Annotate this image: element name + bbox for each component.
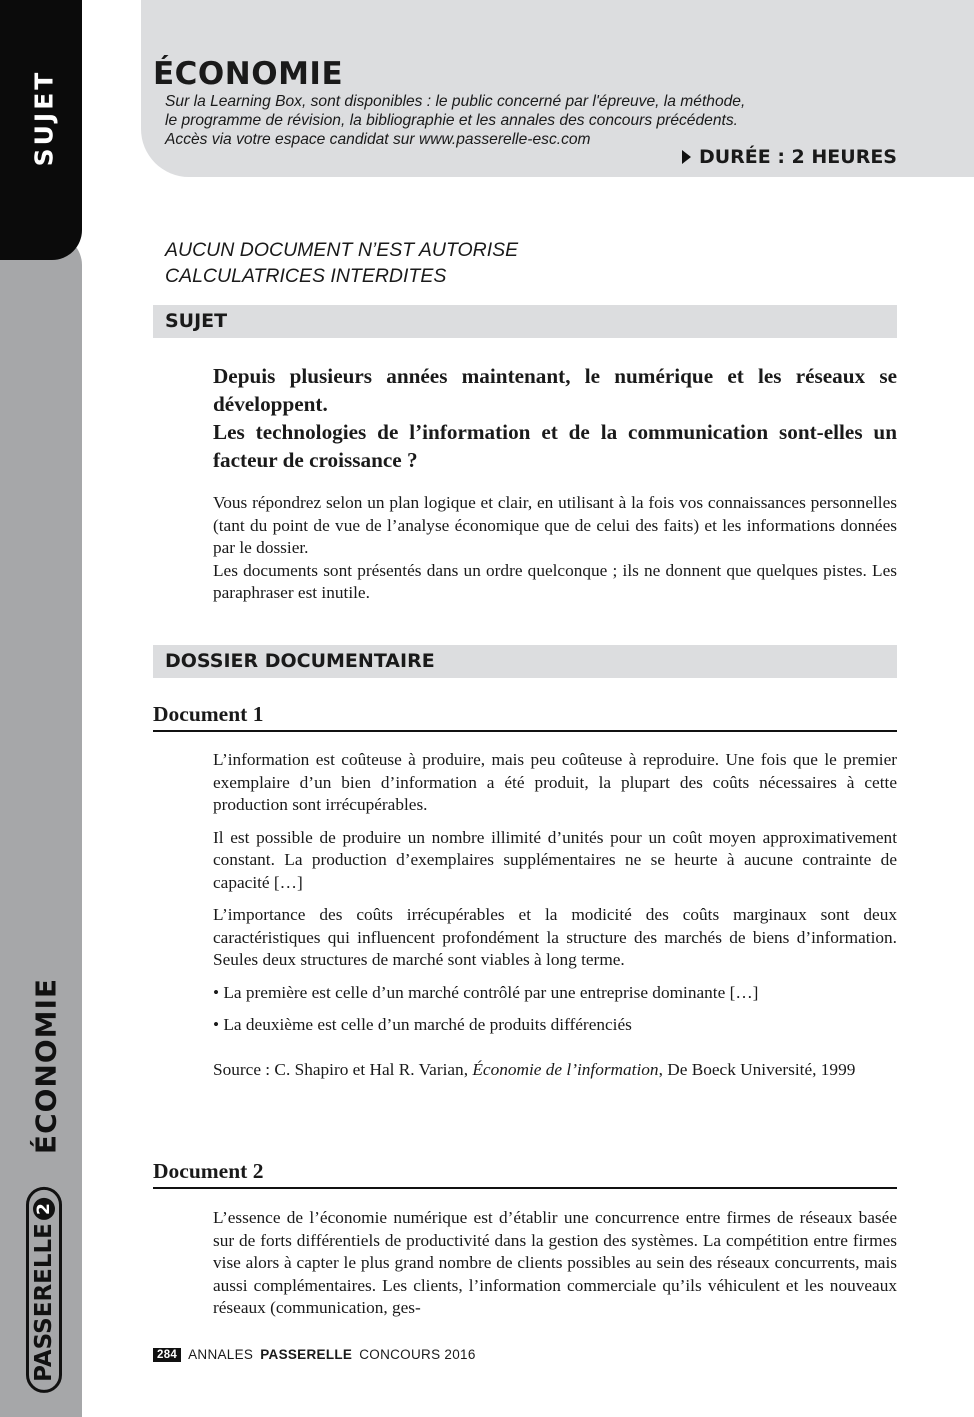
footer-text-annales: ANNALES <box>188 1347 254 1362</box>
page-title: ÉCONOMIE <box>153 56 344 92</box>
question-line: Les technologies de l’information et de la communication sont-elles un facteur de croissance ? <box>213 420 897 472</box>
duration-text: DURÉE : 2 HEURES <box>698 146 897 168</box>
exam-question <box>213 362 897 474</box>
source-suffix: , De Boeck Université, 1999 <box>658 1059 856 1079</box>
sujet-section-heading <box>153 305 897 338</box>
sidebar-sujet-label: SUJET <box>29 69 59 167</box>
instruction-paragraph: Les documents sont présentés dans un ordre quelconque ; ils ne donnent que quelques pistes. Les paraphraser est inutile. <box>213 560 897 602</box>
footer-text-concours: CONCOURS 2016 <box>359 1347 476 1362</box>
passerelle-logo <box>26 1187 62 1393</box>
duration-label <box>682 146 897 168</box>
triangle-right-icon <box>682 150 691 164</box>
dossier-section-heading <box>153 645 897 678</box>
exam-notice <box>165 237 518 289</box>
notice-line: CALCULATRICES INTERDITES <box>165 265 447 287</box>
sidebar-economie-label: ÉCONOMIE <box>29 977 63 1155</box>
footer-text-passerelle: PASSERELLE <box>260 1347 353 1362</box>
document-1-body <box>213 749 897 1091</box>
intro-line: le programme de révision, la bibliographie et les annales des concours précédents. <box>165 112 738 129</box>
notice-line: AUCUN DOCUMENT N’EST AUTORISE <box>165 239 519 261</box>
page-number: 284 <box>153 1348 181 1362</box>
doc1-source <box>213 1059 897 1082</box>
instruction-paragraph: Vous répondrez selon un plan logique et clair, en utilisant à la fois vos connaissances personnelles (tant du point de vue de l’analyse économique que de celui des faits) et les informations données par le dossier. <box>213 493 897 557</box>
doc2-paragraph: L’essence de l’économie numérique est d’établir une concurrence entre firmes de réseaux basée sur de forts différentiels de productivité dans la gestion des systèmes. La compétition entre firmes vise alors à capter le plus grand nombre de clients possibles au sein des réseaux concurrents, mais aussi complémentaires. Les clients, l’information commerciale qu’ils véhiculent et les nouveaux réseaux (communication, ges- <box>213 1208 897 1317</box>
doc1-paragraph: L’importance des coûts irrécupérables et la modicité des coûts marginaux sont deux caractéristiques qui influencent profondément la structure des marchés de biens d’information. Seules deux structures de marché sont viables à long terme. <box>213 905 897 969</box>
document-1-title: Document 1 <box>153 700 897 732</box>
document-2-title: Document 2 <box>153 1157 897 1189</box>
source-book-title: Économie de l’information <box>472 1059 659 1079</box>
logo-text: PASSERELLE <box>31 1223 57 1382</box>
intro-line: Accès via votre espace candidat sur www.passerelle-esc.com <box>165 131 591 148</box>
intro-text <box>165 92 805 149</box>
document-2-body <box>213 1207 897 1320</box>
doc1-bullet: • La deuxième est celle d’un marché de produits différenciés <box>213 1015 632 1034</box>
source-prefix: Source : C. Shapiro et Hal R. Varian, <box>213 1059 473 1079</box>
instructions <box>213 492 897 605</box>
doc1-paragraph: L’information est coûteuse à produire, mais peu coûteuse à reproduire. Une fois que le premier exemplaire d’un bien d’information a été produit, la plupart des coûts nécessaires à cette production sont irrécupérables. <box>213 750 897 814</box>
doc1-paragraph: Il est possible de produire un nombre illimité d’unités pour un coût moyen approximativement constant. La production d’exemplaires supplémentaires ne se heurte à aucune contrainte de capacité […] <box>213 827 897 892</box>
logo-number: 2 <box>33 1198 55 1220</box>
dossier-heading-text: DOSSIER DOCUMENTAIRE <box>165 650 435 672</box>
doc1-bullet: • La première est celle d’un marché contrôlé par une entreprise dominante […] <box>213 982 759 1002</box>
intro-line: Sur la Learning Box, sont disponibles : le public concerné par l'épreuve, la méthode, <box>165 93 746 110</box>
question-line: Depuis plusieurs années maintenant, le numérique et les réseaux se développent. <box>213 364 897 416</box>
page-footer <box>153 1347 476 1362</box>
sujet-heading-text: SUJET <box>165 310 228 332</box>
